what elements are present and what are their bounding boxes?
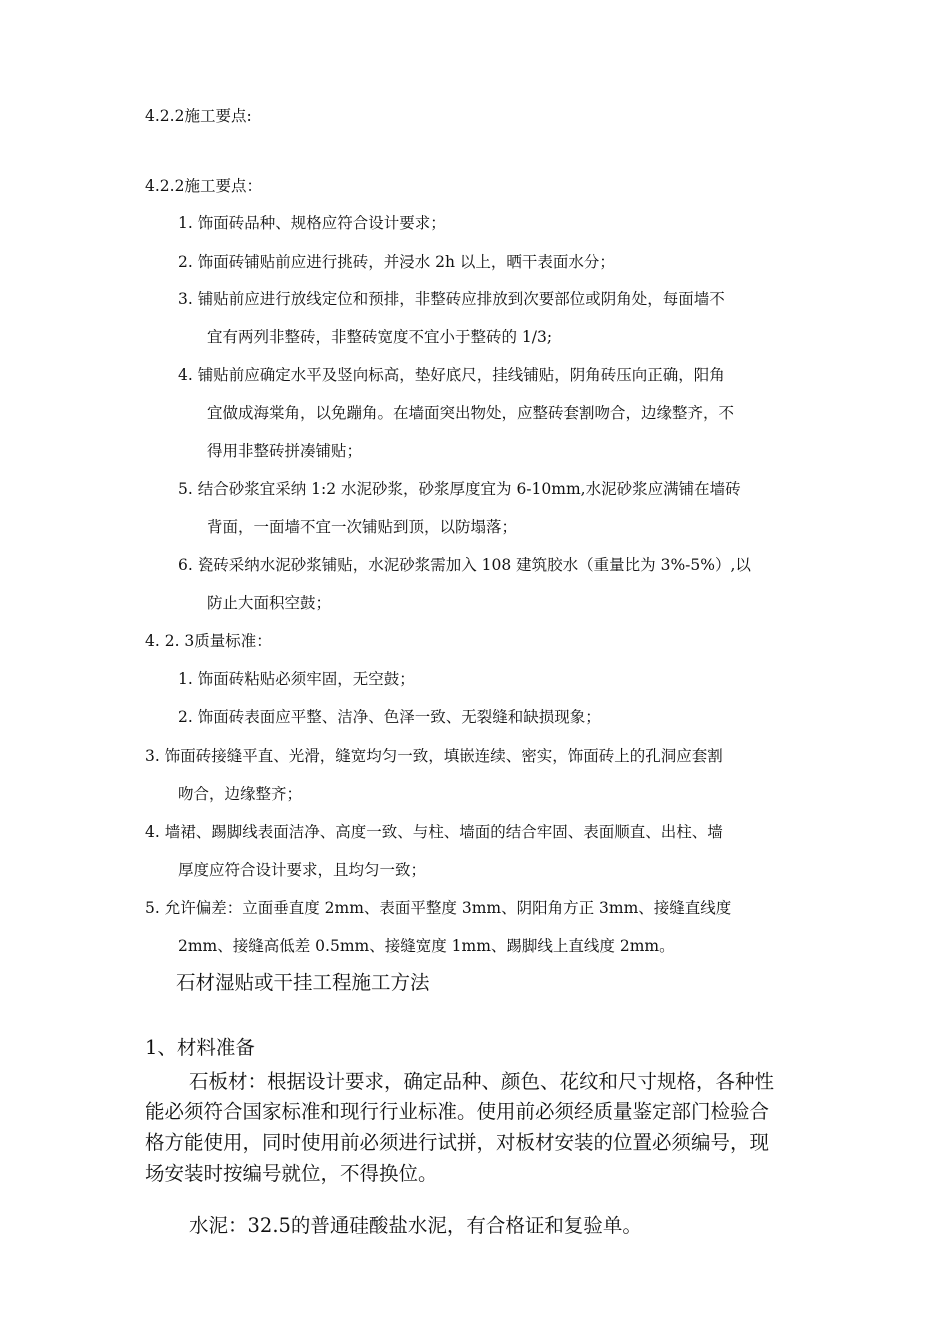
- point-line: 4. 铺贴前应确定水平及竖向标高，垫好底尺，挂线铺贴，阴角砖压向正确，阳角: [178, 366, 725, 384]
- quality-line: 厚度应符合设计要求，且均匀一致；: [178, 861, 427, 879]
- point-line: 宜有两列非整砖，非整砖宽度不宜小于整砖的 1/3;: [207, 328, 553, 346]
- quality-line: 3. 饰面砖接缝平直、光滑，缝宽均匀一致，填嵌连续、密实，饰面砖上的孔洞应套割: [145, 747, 723, 765]
- quality-line: 吻合，边缘整齐；: [178, 785, 303, 803]
- point-line: 5. 结合砂浆宜采纳 1:2 水泥砂浆，砂浆厚度宜为 6-10mm,水泥砂浆应满铺在墙砖: [178, 480, 741, 498]
- point-line: 3. 铺贴前应进行放线定位和预排，非整砖应排放到次要部位或阴角处，每面墙不: [178, 290, 725, 308]
- heading-quality-standards: 4. 2. 3质量标准：: [145, 632, 272, 650]
- materials-heading: 1、材料准备: [145, 1036, 255, 1059]
- heading-construction-points: 4.2.2施工要点:: [145, 107, 252, 125]
- stone-paragraph-line: 场安装时按编号就位，不得换位。: [145, 1162, 438, 1185]
- cement-paragraph: 水泥：32.5的普通硅酸盐水泥，有合格证和复验单。: [189, 1214, 642, 1237]
- point-line: 2. 饰面砖铺贴前应进行挑砖，并浸水 2h 以上，晒干表面水分；: [178, 253, 615, 271]
- stone-paragraph-line: 格方能使用，同时使用前必须进行试拼，对板材安装的位置必须编号，现: [145, 1131, 770, 1154]
- stone-paragraph-line: 石板材：根据设计要求，确定品种、颜色、花纹和尺寸规格，各种性: [189, 1070, 775, 1093]
- quality-line: 1. 饰面砖粘贴必须牢固，无空鼓；: [178, 670, 415, 688]
- quality-line: 2. 饰面砖表面应平整、洁净、色泽一致、无裂缝和缺损现象；: [178, 708, 601, 726]
- quality-line: 2mm、接缝高低差 0.5mm、接缝宽度 1mm、踢脚线上直线度 2mm。: [178, 937, 675, 955]
- point-line: 背面，一面墙不宜一次铺贴到顶，以防塌落；: [207, 518, 518, 536]
- point-line: 6. 瓷砖采纳水泥砂浆铺贴，水泥砂浆需加入 108 建筑胶水（重量比为 3%-5%）,以: [178, 556, 751, 574]
- quality-line: 5. 允许偏差：立面垂直度 2mm、表面平整度 3mm、阴阳角方正 3mm、接缝直线度: [145, 899, 732, 917]
- section-title: 石材湿贴或干挂工程施工方法: [176, 971, 430, 994]
- quality-line: 4. 墙裙、踢脚线表面洁净、高度一致、与柱、墙面的结合牢固、表面顺直、出柱、墙: [145, 823, 723, 841]
- point-line: 宜做成海棠角，以免蹦角。在墙面突出物处，应整砖套割吻合，边缘整齐，不: [207, 404, 735, 422]
- point-line: 得用非整砖拼凑铺贴；: [207, 442, 363, 460]
- point-line: 防止大面积空鼓；: [207, 594, 332, 612]
- point-line: 1. 饰面砖品种、规格应符合设计要求；: [178, 214, 446, 232]
- heading-construction-points-repeat: 4.2.2施工要点：: [145, 177, 262, 195]
- stone-paragraph-line: 能必须符合国家标准和现行行业标准。使用前必须经质量鉴定部门检验合: [145, 1100, 770, 1123]
